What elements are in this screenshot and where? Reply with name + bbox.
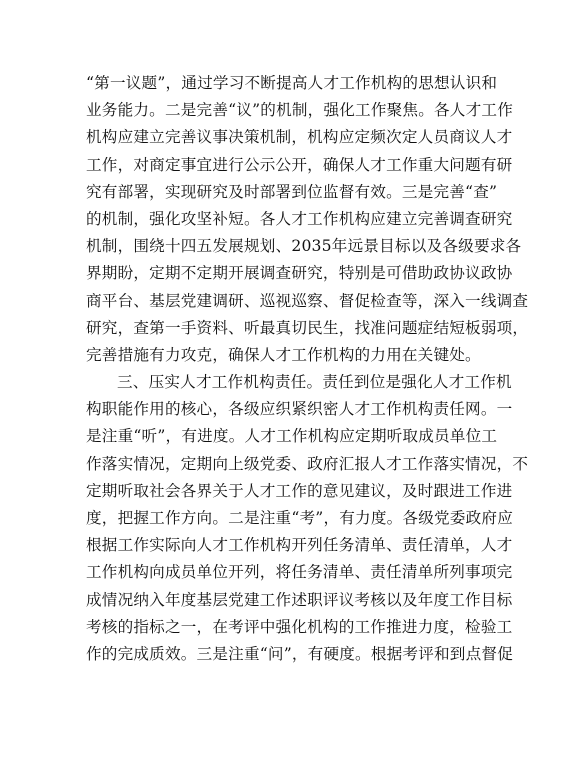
text-line: 是注重“听”，有进度。人才工作机构应定期听取成员单位工 — [86, 427, 498, 446]
text-line: “第一议题”，通过学习不断提高人才工作机构的思想认识和 — [86, 74, 498, 92]
text-line: 定期听取社会各界关于人才工作的意见建议，及时跟进工作进 — [86, 481, 513, 500]
text-line: 界期盼，定期不定期开展调查研究，特别是可借助政协议政协 — [86, 264, 513, 283]
text-line: 工作，对商定事宜进行公示公开，确保人才工作重大问题有研 — [86, 155, 513, 174]
section-heading-line: 三、压实人才工作机构责任。责任到位是强化人才工作机 — [117, 373, 512, 392]
text-line: 作的完成质效。三是注重“问”，有硬度。根据考评和到点督促 — [86, 644, 513, 663]
text-line: 构职能作用的核心，各级应织紧织密人才工作机构责任网。一 — [86, 400, 513, 419]
text-line: 度，把握工作方向。二是注重“考”，有力度。各级党委政府应 — [86, 509, 513, 527]
text-line: 的机制，强化攻坚补短。各人才工作机构应建立完善调查研究 — [86, 209, 513, 228]
text-line: 机构应建立完善议事决策机制，机构应定频次定人员商议人才 — [86, 128, 513, 147]
text-line: 商平台、基层党建调研、巡视巡察、督促检查等，深入一线调查 — [86, 291, 529, 310]
text-line: 工作机构向成员单位开列，将任务清单、责任清单所列事项完 — [86, 563, 513, 582]
text-line: 考核的指标之一，在考评中强化机构的工作推进力度，检验工 — [86, 617, 513, 636]
text-line: 根据工作实际向人才工作机构开列任务清单、责任清单，人才 — [86, 536, 513, 555]
text-line: 业务能力。二是完善“议”的机制，强化工作聚焦。各人才工作 — [86, 101, 513, 120]
text-line: 机制，围绕十四五发展规划、2035年远景目标以及各级要求各 — [86, 237, 522, 256]
text-line: 成情况纳入年度基层党建工作述职评议考核以及年度工作目标 — [86, 590, 513, 609]
text-line: 研究，查第一手资料、听最真切民生，找准问题症结短板弱项， — [86, 318, 529, 337]
text-line: 究有部署，实现研究及时部署到位监督有效。三是完善“查” — [86, 182, 498, 201]
text-line: 作落实情况，定期向上级党委、政府汇报人才工作落实情况，不 — [86, 454, 529, 473]
text-line: 完善措施有力攻克，确保人才工作机构的力用在关键处。 — [86, 345, 481, 364]
document-body — [86, 70, 529, 668]
